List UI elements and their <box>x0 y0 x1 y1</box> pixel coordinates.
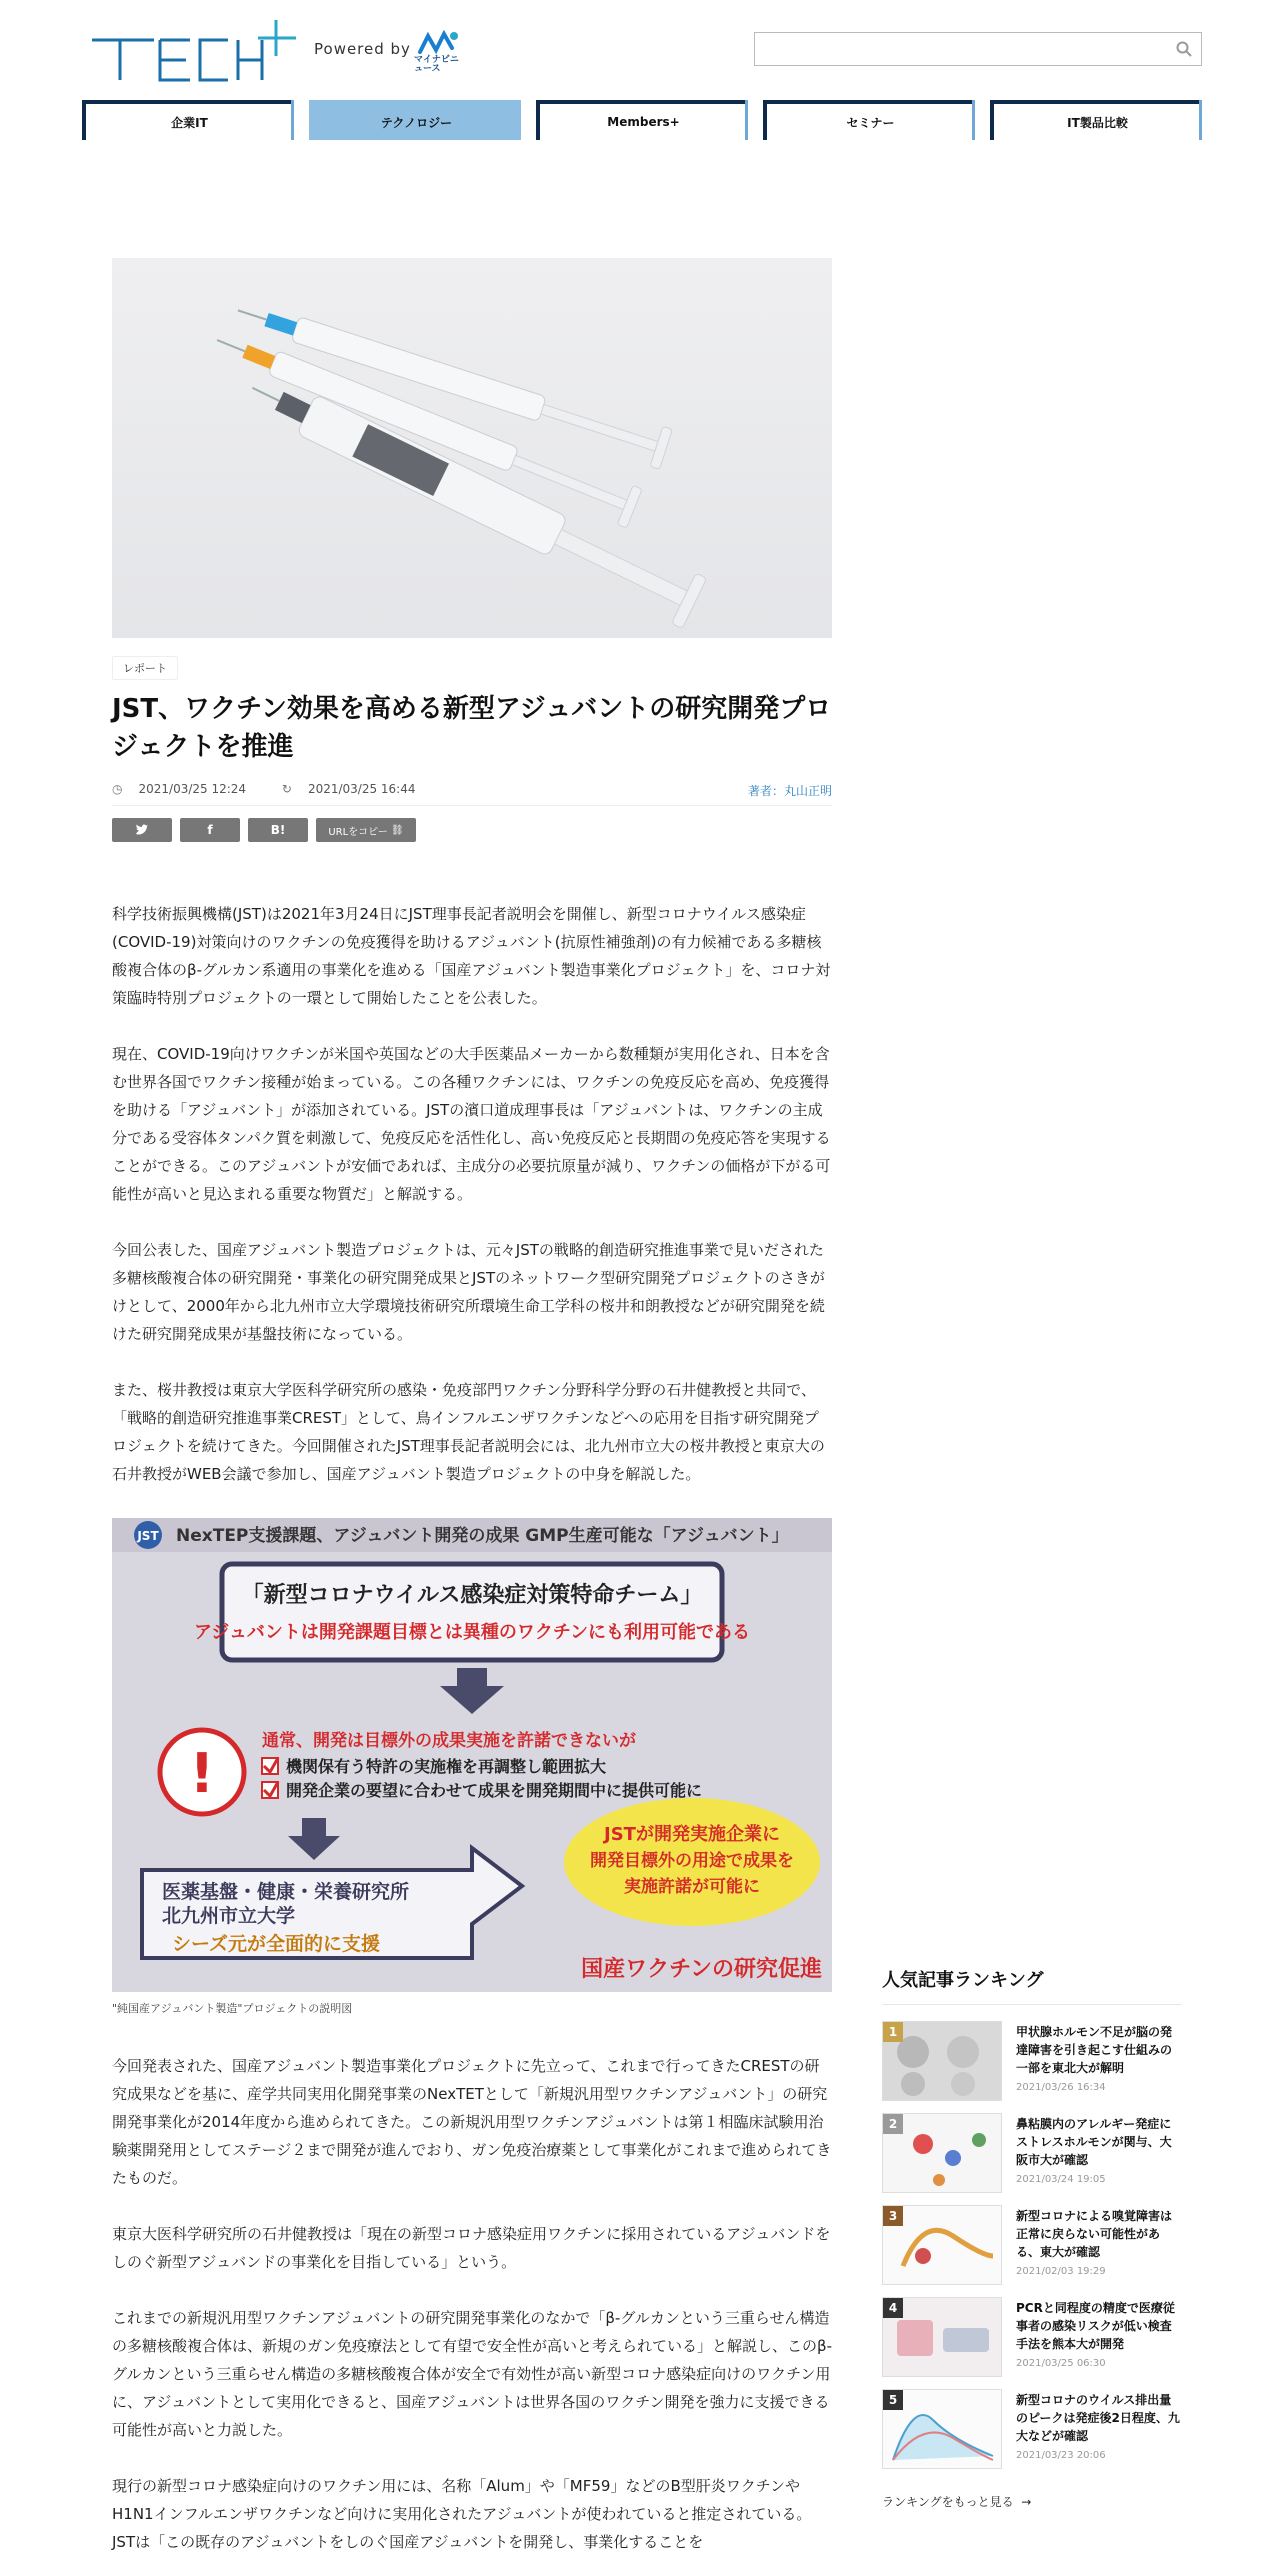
slide-left-box-line-3: シーズ元が全面的に支援 <box>172 1933 381 1955</box>
rank-badge: 4 <box>883 2298 903 2318</box>
main-nav <box>82 100 1202 142</box>
share-buttons <box>112 818 832 842</box>
search-icon[interactable] <box>1175 40 1193 58</box>
ranking-item[interactable] <box>882 2021 1182 2113</box>
nav-tab-technology[interactable]: テクノロジー <box>309 100 521 140</box>
facebook-icon: f <box>207 823 213 837</box>
ranking-more-link[interactable]: ランキングをもっと見る → <box>882 2495 1032 2509</box>
powered-by-label: Powered by <box>314 40 411 58</box>
syringes-illustration <box>112 258 832 638</box>
ranking-item[interactable] <box>882 2389 1182 2481</box>
article-title: JST、ワクチン効果を高める新型アジュバントの研究開発プロジェクトを推進 <box>112 694 832 762</box>
mynavi-logo-text: マイナビニュース <box>414 55 459 74</box>
article-meta <box>112 782 832 806</box>
ranking-item-title[interactable]: PCRと同程度の精度で医療従事者の感染リスクが低い検査手法を熊本大が開発 <box>1016 2301 1175 2351</box>
ranking-item[interactable] <box>882 2297 1182 2389</box>
ranking-item-date: 2021/02/03 19:29 <box>1016 2266 1106 2277</box>
slide-graphic <box>112 1518 832 1992</box>
slide-footer-text: 国産ワクチンの研究促進 <box>581 1957 822 1982</box>
article-category-tag[interactable]: レポート <box>112 656 178 680</box>
ranking-thumbnail[interactable] <box>882 2389 1002 2469</box>
share-hatena-button[interactable]: B! <box>248 818 308 842</box>
ranking-item-title[interactable]: 新型コロナによる嗅覚障害は正常に戻らない可能性がある、東大が確認 <box>1016 2209 1173 2259</box>
ranking-item-title[interactable]: 鼻粘膜内のアレルギー発症にストレスホルモンが関与、大阪市大が確認 <box>1016 2117 1172 2167</box>
search-box[interactable] <box>754 32 1202 66</box>
ranking-thumbnail[interactable] <box>882 2113 1002 2193</box>
ranking-thumbnail[interactable] <box>882 2297 1002 2377</box>
ranking-item-date: 2021/03/26 16:34 <box>1016 2082 1106 2093</box>
slide-left-box-line-1: 医薬基盤・健康・栄養研究所 <box>162 1881 410 1903</box>
nav-tab-seminar[interactable]: セミナー <box>763 100 975 140</box>
ranking-item-date: 2021/03/23 20:06 <box>1016 2450 1106 2461</box>
refresh-icon: ↻ <box>281 782 292 796</box>
exclamation-icon: ! <box>189 1742 215 1805</box>
ranking-sidebar <box>882 1966 1182 2510</box>
article <box>112 258 832 2556</box>
rank-badge: 3 <box>883 2206 903 2226</box>
share-twitter-button[interactable] <box>112 818 172 842</box>
search-input[interactable] <box>755 33 1155 65</box>
share-facebook-button[interactable] <box>180 818 240 842</box>
slide-ellipse-line-1: JSTが開発実施企業に <box>604 1824 780 1845</box>
slide-header-text: NexTEP支援課題、アジュバント開発の成果 GMP生産可能な「アジュバント」 <box>176 1526 789 1546</box>
nav-tab-enterprise-it[interactable]: 企業IT <box>82 100 294 140</box>
ranking-item-title[interactable]: 甲状腺ホルモン不足が脳の発達障害を引き起こす仕組みの一部を東北大が解明 <box>1016 2025 1173 2075</box>
slide-ellipse-line-3: 実施許諾が可能に <box>624 1877 760 1897</box>
ranking-list <box>882 2021 1182 2481</box>
mynavi-news-logo[interactable] <box>414 28 462 72</box>
article-paragraph: また、桜井教授は東京大学医科学研究所の感染・免疫部門ワクチン分野科学分野の石井健教授と共同で、「戦略的創造研究推進事業CREST」として、鳥インフルエンザワクチンなどへの応用を目指す研究開発プロジェクトを続けてきた。今回開催されたJST理事長記者説明会には、北九州市立大の桜井教授と東京大の石井教授がWEB会議で参加し、国産アジュバント製造プロジェクトの中身を解説した。 <box>112 1381 825 1483</box>
slide-check-2: 開発企業の要望に合わせて成果を開発期間中に提供可能に <box>286 1781 703 1800</box>
article-paragraph: 現在、COVID-19向けワクチンが米国や英国などの大手医薬品メーカーから数種類が実用化され、日本を含む世界各国でワクチン接種が始まっている。この各種ワクチンには、ワクチンの免疫反応を高め、免疫獲得を助ける「アジュバント」が添加されている。JSTの濱口道成理事長は「アジュバントは、ワクチンの主成分である受容体タンパク質を刺激して、免疫反応を活性化し、高い免疫反応と長期間の免疫応答を実現することができる。このアジュバントが安価であれば、主成分の必要抗原量が減り、ワクチンの価格が下がる可能性が高いと見込まれる重要な物質だ」と解説する。 <box>112 1045 831 1203</box>
slide-ellipse-line-2: 開発目標外の用途で成果を <box>590 1851 794 1871</box>
link-icon: ⛓ <box>390 824 404 836</box>
article-paragraph: 東京大医科学研究所の石井健教授は「現在の新型コロナ感染症用ワクチンに採用されているアジュバンドをしのぐ新型アジュバンドの事業化を目指している」という。 <box>112 2225 831 2271</box>
article-paragraph: 今回公表した、国産アジュバント製造プロジェクトは、元々JSTの戦略的創造研究推進事業で見いだされた多糖核酸複合体の研究開発・事業化の研究開発成果とJSTのネットワーク型研究開発プロジェクトのさきがけとして、2000年から北九州市立大学環境技術研究所環境生命工学科の桜井和朗教授などが研究開発を続けた研究開発成果が基盤技術になっている。 <box>112 1241 825 1343</box>
nav-tab-it-product-compare[interactable]: IT製品比較 <box>990 100 1202 140</box>
article-paragraph: 現行の新型コロナ感染症向けのワクチン用には、名称「Alum」や「MF59」などのB型肝炎ワクチンやH1N1インフルエンザワクチンなど向けに実用化されたアジュバントが使われていると推定されている。JSTは「この既存のアジュバントをしのぐ国産アジュバントを開発し、事業化することを <box>112 2477 812 2551</box>
figure-caption: "純国産アジュバント製造"プロジェクトの説明図 <box>112 2002 353 2015</box>
twitter-icon <box>135 824 149 836</box>
slide-rule-line: 通常、開発は目標外の成果実施を許諾できないが <box>262 1731 636 1751</box>
slide-box-subtitle: アジュバントは開発課題目標とは異種のワクチンにも利用可能である <box>193 1622 751 1643</box>
author-link[interactable]: 著者：丸山正明 <box>747 784 832 798</box>
ranking-item-date: 2021/03/24 19:05 <box>1016 2174 1106 2185</box>
ranking-item[interactable] <box>882 2113 1182 2205</box>
jst-logo: JST <box>137 1529 159 1543</box>
hero-image-syringes <box>112 258 832 638</box>
slide-check-1: 機関保有う特許の実施権を再調整し範囲拡大 <box>286 1757 607 1776</box>
rank-badge: 1 <box>883 2022 903 2042</box>
ranking-thumbnail[interactable] <box>882 2205 1002 2285</box>
ranking-item-date: 2021/03/25 06:30 <box>1016 2358 1106 2369</box>
article-paragraph: 今回発表された、国産アジュバント製造事業化プロジェクトに先立って、これまで行ってきたCRESTの研究成果などを基に、産学共同実用化開発事業のNexTETとして「新規汎用型ワクチンアジュバント」の研究開発事業化が2014年度から進められてきた。この新規汎用型ワクチンアジュバントは第１相臨床試験用治験薬開発用としてステージ２まで開発が進んでおり、ガン免疫治療薬として事業化がこれまで進められてきたものだ。 <box>112 2057 832 2187</box>
rank-badge: 2 <box>883 2114 903 2134</box>
slide-left-box-line-2: 北九州市立大学 <box>162 1905 296 1927</box>
tech-plus-logo[interactable] <box>90 16 300 88</box>
article-paragraph: これまでの新規汎用型ワクチンアジュバントの研究開発事業化のなかで「β-グルカンという三重らせん構造の多糖核酸複合体は、新規のガン免疫療法として有望で安全性が高いと考えられている」と解説し、このβ-グルカンという三重らせん構造の多糖核酸複合体が安全で有効性が高い新型コロナ感染症向けのワクチン用に、アジュバントとして実用化できると、国産アジュバントは世界各国のワクチン開発を強力に支援できる可能性が高いと力説した。 <box>112 2309 832 2439</box>
published-date: ◷ 2021/03/25 12:24 <box>112 782 247 796</box>
site-header <box>0 0 1284 100</box>
copy-url-button[interactable]: URLをコピー ⛓ <box>316 818 416 842</box>
ranking-item[interactable] <box>882 2205 1182 2297</box>
arrow-right-icon: → <box>1021 2495 1032 2509</box>
ranking-title: 人気記事ランキング <box>882 1966 1182 2005</box>
updated-date: ↻ 2021/03/25 16:44 <box>281 782 416 796</box>
clock-icon: ◷ <box>112 782 123 796</box>
mynavi-mark-icon <box>414 28 462 56</box>
nav-tab-members-plus[interactable]: Members+ <box>536 100 748 140</box>
ranking-item-title[interactable]: 新型コロナのウイルス排出量のピークは発症後2日程度、九大などが確認 <box>1016 2393 1180 2443</box>
slide-box-title: 「新型コロナウイルス感染症対策特命チーム」 <box>241 1583 703 1608</box>
ranking-thumbnail[interactable] <box>882 2021 1002 2101</box>
project-explanation-figure[interactable] <box>112 1518 832 1992</box>
article-paragraph: 科学技術振興機構(JST)は2021年3月24日にJST理事長記者説明会を開催し、新型コロナウイルス感染症(COVID-19)対策向けのワクチンの免疫獲得を助けるアジュバント(抗原性補強剤)の有力候補である多糖核酸複合体のβ-グルカン系適用の事業化を進める「国産アジュバント製造事業化プロジェクト」を、コロナ対策臨時特別プロジェクトの一環として開始したことを公表した。 <box>112 905 831 1007</box>
rank-badge: 5 <box>883 2390 903 2410</box>
